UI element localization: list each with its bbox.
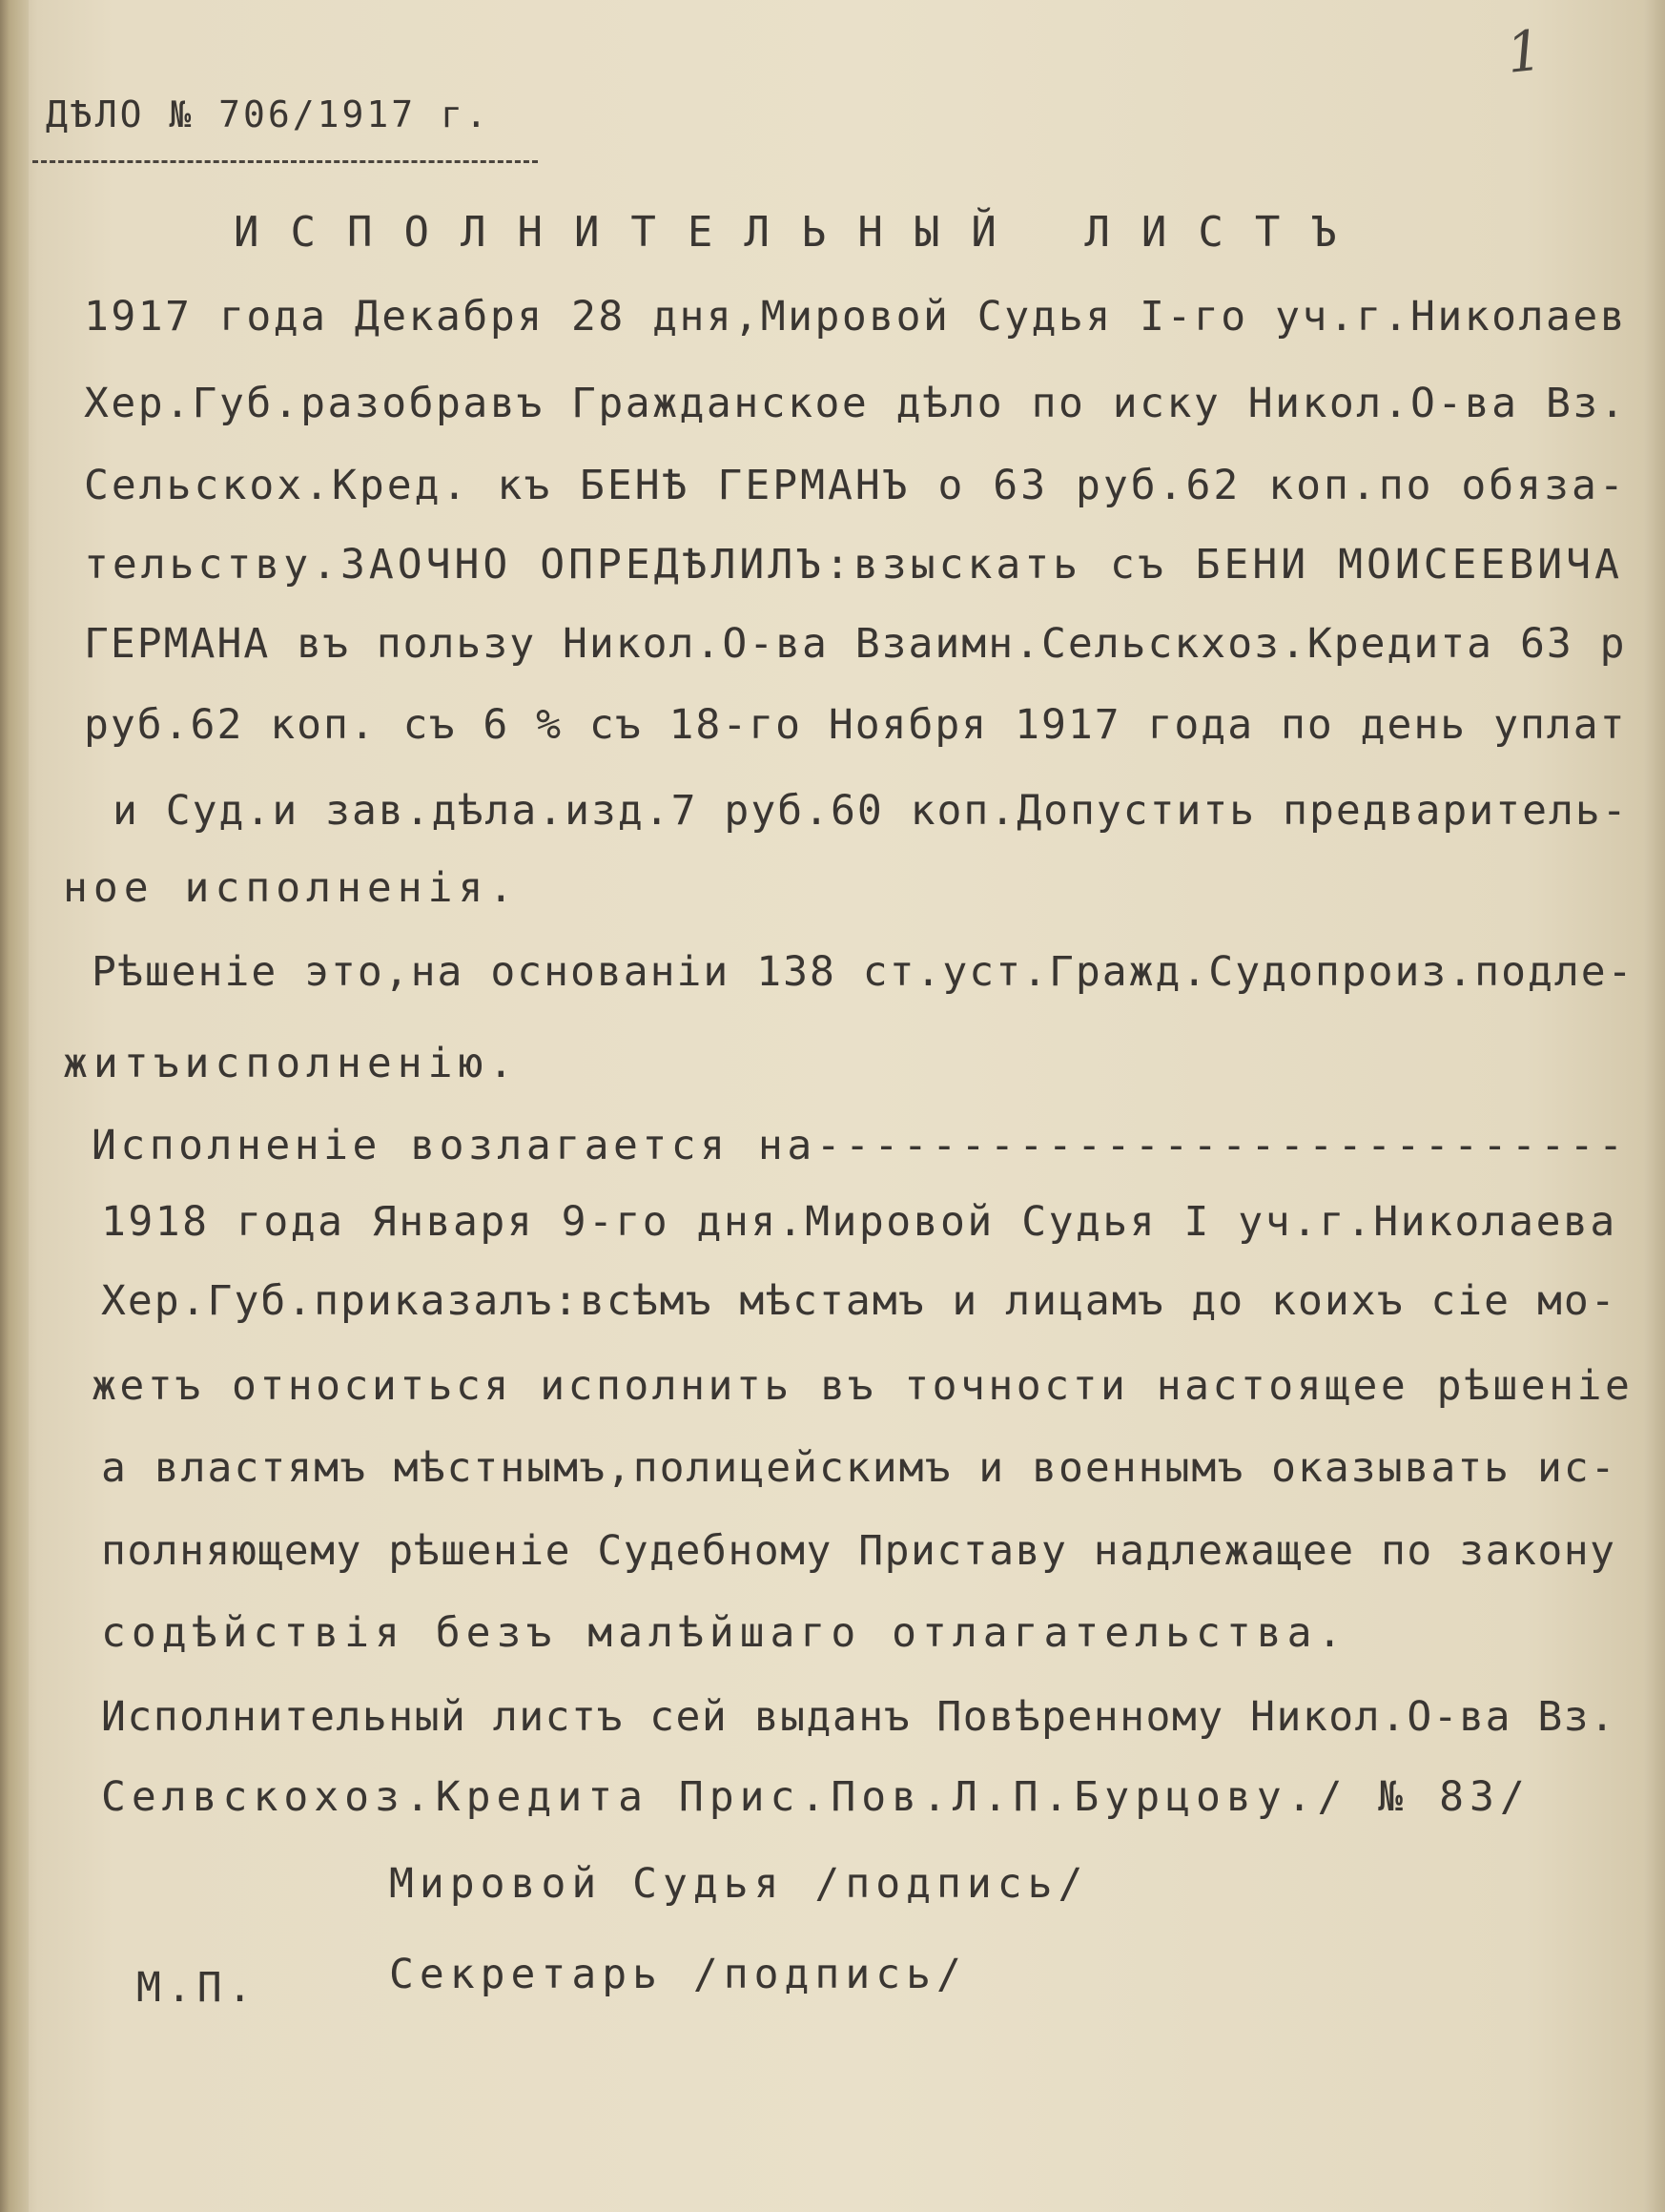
seal-place-label: М.П. xyxy=(136,1964,258,2012)
body-line: ГЕРМАНА въ пользу Никол.О-ва Взаимн.Сельскхоз.Кредита 63 р xyxy=(84,620,1627,668)
body-line: Сельскох.Кред. къ БЕНѢ ГЕРМАНЪ о 63 руб.62 коп.по обяза- xyxy=(84,462,1627,509)
body-line: содѣйствія безъ малѣйшаго отлагательства. xyxy=(101,1609,1348,1657)
document-title: ИСПОЛНИТЕЛЬНЫЙ ЛИСТЪ xyxy=(234,208,1368,257)
body-line: 1918 года Января 9-го дня.Мировой Судья I уч.г.Николаева xyxy=(101,1198,1617,1246)
body-line: ное исполненія. xyxy=(63,864,520,912)
page-right-edge xyxy=(1644,0,1665,2212)
body-line: жетъ относиться исполнить въ точности настоящее рѣшеніе xyxy=(92,1362,1634,1410)
body-line: и Суд.и зав.дѣла.изд.7 руб.60 коп.Допустить предваритель- xyxy=(113,787,1629,835)
case-number-underline xyxy=(32,160,538,163)
body-line: 1917 года Декабря 28 дня,Мировой Судья I-го уч.г.Николаев xyxy=(84,293,1628,341)
body-line: житъисполненію. xyxy=(63,1040,520,1087)
secretary-signature-line: Секретарь /подпись/ xyxy=(389,1951,967,1998)
body-line: а властямъ мѣстнымъ,полицейскимъ и военнымъ оказывать ис- xyxy=(101,1444,1617,1492)
body-line: Исполненіе возлагается на---------------------------- xyxy=(92,1122,1628,1169)
body-line: Хер.Губ.разобравъ Гражданское дѣло по иску Никол.О-ва Вз. xyxy=(84,380,1628,427)
page-left-edge xyxy=(0,0,29,2212)
body-line: полняющему рѣшеніе Судебному Приставу надлежащее по закону xyxy=(101,1527,1616,1575)
body-line: тельству.ЗАОЧНО ОПРЕДѢЛИЛЪ:взыскать съ БЕНИ МОИСЕЕВИЧА xyxy=(84,541,1623,589)
case-number: ДѢЛО № 706/1917 г. xyxy=(46,93,490,135)
body-line: Рѣшеніе это,на основаніи 138 ст.уст.Гражд.Судопроиз.подле- xyxy=(92,948,1634,996)
judge-signature-line: Мировой Судья /подпись/ xyxy=(389,1860,1089,1908)
page-number: 1 xyxy=(1503,17,1546,86)
body-line: Исполнительный листъ сей выданъ Повѣренному Никол.О-ва Вз. xyxy=(101,1693,1616,1741)
body-line: Хер.Губ.приказалъ:всѣмъ мѣстамъ и лицамъ до коихъ сіе мо- xyxy=(101,1277,1617,1325)
body-line: руб.62 коп. съ 6 % съ 18-го Ноября 1917 года по день уплат xyxy=(84,701,1627,749)
body-line: Селвскохоз.Кредита Прис.Пов.Л.П.Бурцову./ № 83/ xyxy=(101,1773,1531,1821)
